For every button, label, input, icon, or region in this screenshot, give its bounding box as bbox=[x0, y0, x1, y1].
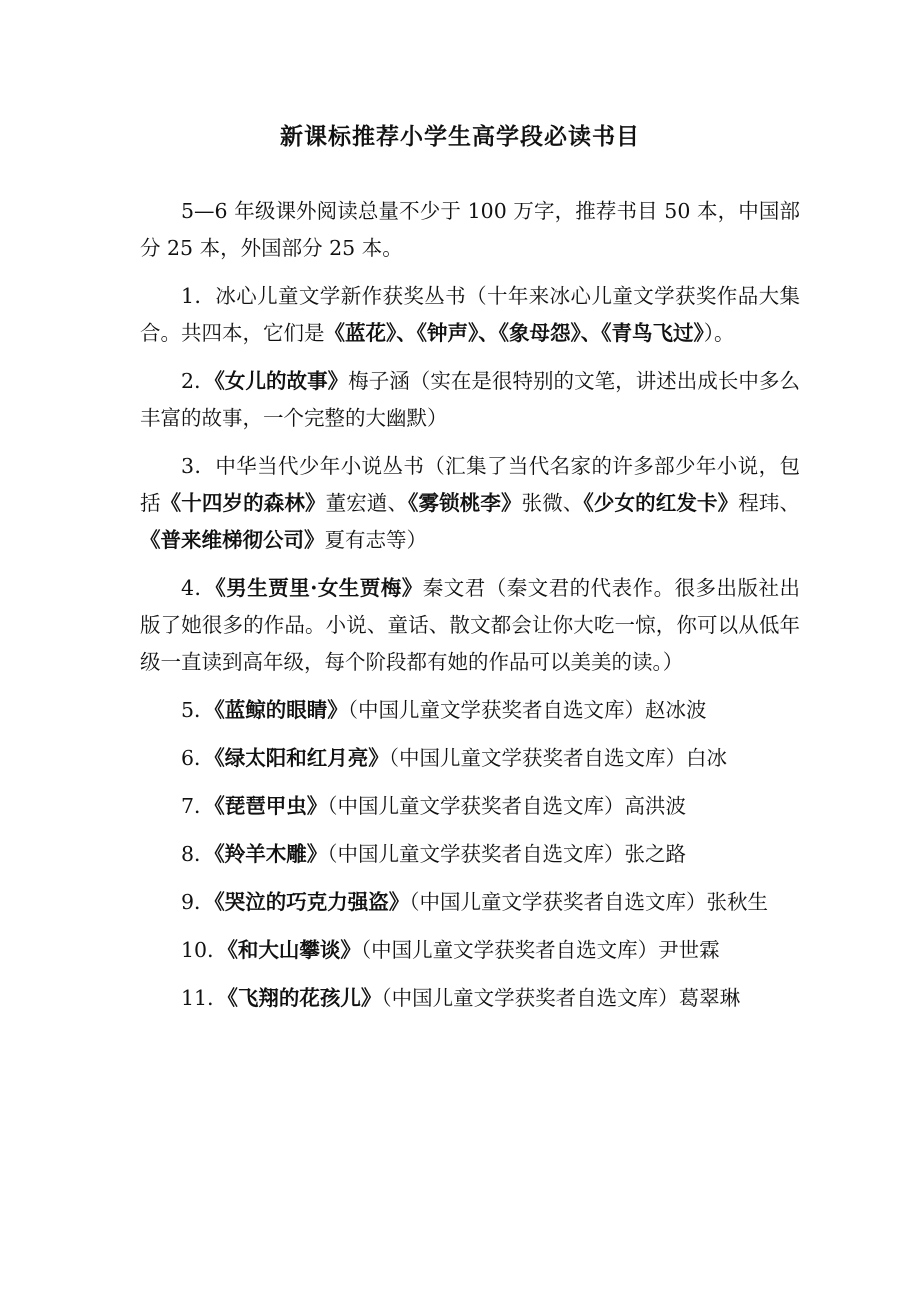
book-title: 《和大山攀谈》 bbox=[227, 938, 361, 962]
text-run: 11． bbox=[181, 986, 228, 1010]
book-title: 《少女的红发卡》 bbox=[583, 491, 739, 515]
intro-paragraph bbox=[140, 193, 800, 267]
text-run: 夏有志等） bbox=[324, 528, 427, 552]
text-run: （中国儿童文学获奖者自选文库）葛翠琳 bbox=[381, 986, 741, 1010]
book-title: 《蓝鲸的眼睛》 bbox=[214, 698, 348, 722]
text-run: 1．冰心儿童文学新作获奖丛书（十年来冰心儿童文学获奖作品大集合。共四本，它们是 bbox=[140, 284, 800, 345]
book-title: 《羚羊木雕》 bbox=[214, 842, 328, 866]
text-run: （中国儿童文学获奖者自选文库）张之路 bbox=[327, 842, 687, 866]
text-run: （中国儿童文学获奖者自选文库）尹世霖 bbox=[360, 938, 720, 962]
text-run: （中国儿童文学获奖者自选文库）赵冰波 bbox=[347, 698, 707, 722]
text-run: （中国儿童文学获奖者自选文库）白冰 bbox=[388, 746, 728, 770]
book-list-item bbox=[140, 570, 800, 681]
text-run: 5． bbox=[181, 698, 215, 722]
book-title: 《琵琶甲虫》 bbox=[214, 794, 328, 818]
text-run: 程玮、 bbox=[738, 491, 800, 515]
book-title: 《蓝花》、《钟声》、《象母怨》、《青鸟飞过》 bbox=[324, 321, 704, 345]
text-run: ）。 bbox=[703, 321, 735, 345]
text-run: 10． bbox=[181, 938, 228, 962]
book-title: 《哭泣的巧克力强盗》 bbox=[214, 890, 410, 914]
book-list-item bbox=[140, 932, 800, 969]
text-run: 董宏遒、 bbox=[325, 491, 409, 515]
text-run: 张微、 bbox=[521, 491, 584, 515]
book-title: 《女儿的故事》 bbox=[214, 369, 349, 393]
book-title: 《普来维梯彻公司》 bbox=[140, 528, 325, 552]
text-run: 7． bbox=[181, 794, 215, 818]
page-title: 新课标推荐小学生高学段必读书目 bbox=[280, 123, 640, 150]
book-title: 《男生贾里·女生贾梅》 bbox=[215, 576, 423, 600]
book-list-item bbox=[140, 278, 800, 352]
text-run: 5—6 年级课外阅读总量不少于 100 万字，推荐书目 50 本，中国部分 25 本，外国部分 25 本。 bbox=[140, 199, 800, 260]
book-list-item bbox=[140, 836, 800, 873]
book-title: 《飞翔的花孩儿》 bbox=[227, 986, 382, 1010]
book-list-item bbox=[140, 884, 800, 921]
book-list-item bbox=[140, 448, 800, 559]
text-run: 6． bbox=[181, 746, 215, 770]
book-list-item bbox=[140, 980, 800, 1017]
book-list-item bbox=[140, 740, 800, 777]
book-list-item bbox=[140, 692, 800, 729]
text-run: 3．中华当代少年小说丛书（汇集了当代名家的许多部少年小说，包括 bbox=[140, 454, 800, 515]
text-run: 2． bbox=[181, 369, 215, 393]
text-run: 9． bbox=[181, 890, 215, 914]
book-title: 《十四岁的森林》 bbox=[160, 491, 326, 515]
text-run: 8． bbox=[181, 842, 215, 866]
book-list-item bbox=[140, 788, 800, 825]
document-body bbox=[140, 193, 800, 1028]
text-run: 梅子涵（实在是很特别的文笔，讲述出成长中多么丰富的故事，一个完整的大幽默） bbox=[140, 369, 800, 430]
book-list-item bbox=[140, 363, 800, 437]
text-run: （中国儿童文学获奖者自选文库）高洪波 bbox=[327, 794, 687, 818]
book-title: 《雾锁桃李》 bbox=[408, 491, 522, 515]
text-run: 4． bbox=[181, 576, 216, 600]
text-run: （中国儿童文学获奖者自选文库）张秋生 bbox=[409, 890, 769, 914]
text-run: 秦文君（秦文君的代表作。很多出版社出版了她很多的作品。小说、童话、散文都会让你大吃一惊，你可以从低年级一直读到高年级，每个阶段都有她的作品可以美美的读。） bbox=[140, 576, 801, 674]
book-title: 《绿太阳和红月亮》 bbox=[214, 746, 389, 770]
